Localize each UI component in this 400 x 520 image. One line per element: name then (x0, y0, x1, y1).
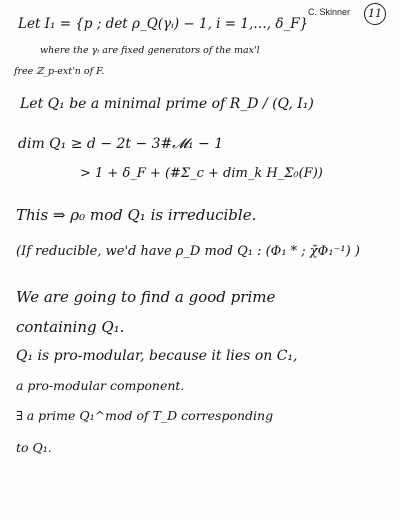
page-number: 11 (364, 3, 386, 25)
note-line-3: free ℤ_p-ext'n of F. (14, 66, 105, 77)
author-name: C. Skinner (308, 7, 351, 17)
note-line-8: (If reducible, we'd have ρ_D mod Q₁ : (Φ₁ * ; χ̃Φ₁⁻¹) ) (16, 244, 360, 259)
note-line-6: > 1 + δ_F + (#Σ_c + dim_k H_Σ₀(F)) (80, 166, 323, 181)
note-line-10: containing Q₁. (16, 318, 125, 336)
note-line-11: Q₁ is pro-modular, because it lies on C₁, (16, 348, 298, 364)
note-line-14: to Q₁. (16, 440, 52, 455)
note-line-2: where the γᵢ are fixed generators of the max'l (40, 45, 260, 56)
note-line-4: Let Q₁ be a minimal prime of R_D / (Q, I₁) (20, 96, 314, 112)
note-line-13: ∃ a prime Q₁^mod of T_D corresponding (16, 408, 274, 423)
note-line-9: We are going to find a good prime (16, 288, 276, 306)
note-line-1: Let I₁ = {p ; det ρ_Q(γᵢ) − 1, i = 1,…, δ_F} (18, 16, 309, 32)
note-line-7: This ⇒ ρ₀ mod Q₁ is irreducible. (16, 206, 257, 224)
note-line-5: dim Q₁ ≥ d − 2t − 3#𝓜₁ − 1 (18, 136, 224, 152)
note-line-12: a pro-modular component. (16, 378, 185, 393)
